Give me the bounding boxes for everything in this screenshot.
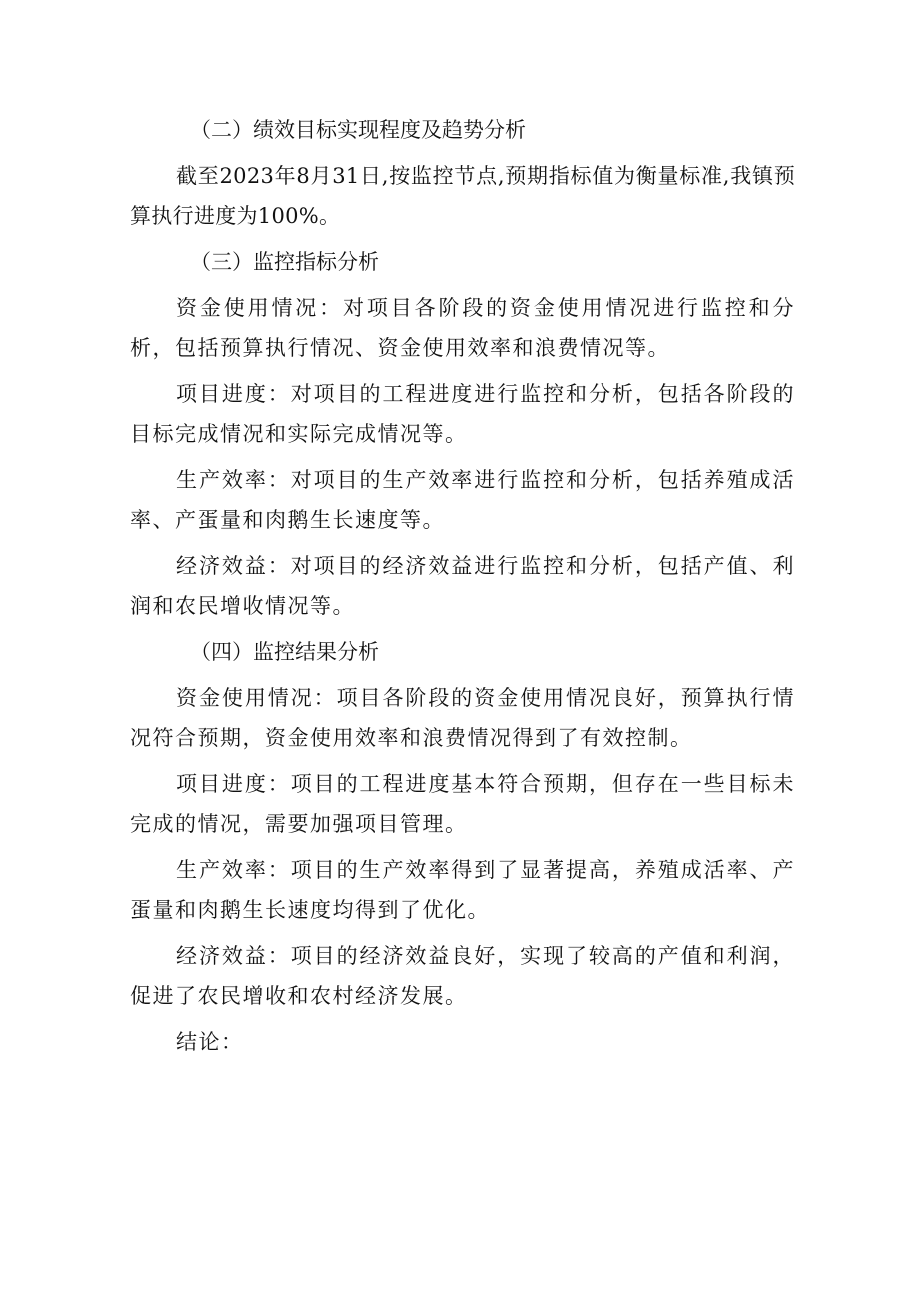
section-4-item-efficiency: 生产效率：项目的生产效率得到了显著提高，养殖成活率、产蛋量和肉鹅生长速度均得到了优化。 xyxy=(130,858,795,922)
section-3-item-benefit: 经济效益：对项目的经济效益进行监控和分析，包括产值、利润和农民增收情况等。 xyxy=(130,554,795,618)
section-2-heading: （二）绩效目标实现程度及趋势分析 xyxy=(190,118,526,142)
conclusion-label: 结论： xyxy=(176,1030,244,1054)
section-4-heading: （四）监控结果分析 xyxy=(190,640,379,664)
section-4-item-funds: 资金使用情况：项目各阶段的资金使用情况良好，预算执行情况符合预期，资金使用效率和浪费情况得到了有效控制。 xyxy=(130,686,795,750)
section-3-item-funds: 资金使用情况：对项目各阶段的资金使用情况进行监控和分析，包括预算执行情况、资金使用效率和浪费情况等。 xyxy=(130,296,795,360)
section-3-item-progress: 项目进度：对项目的工程进度进行监控和分析，包括各阶段的目标完成情况和实际完成情况等。 xyxy=(130,382,795,446)
section-3-heading: （三）监控指标分析 xyxy=(190,250,379,274)
section-3-item-efficiency: 生产效率：对项目的生产效率进行监控和分析，包括养殖成活率、产蛋量和肉鹅生长速度等。 xyxy=(130,468,795,532)
section-4-item-progress: 项目进度：项目的工程进度基本符合预期，但存在一些目标未完成的情况，需要加强项目管理。 xyxy=(130,772,795,836)
document-page xyxy=(130,110,795,1068)
section-2-paragraph: 截至2023年8月31日,按监控节点,预期指标值为衡量标准,我镇预算执行进度为100%。 xyxy=(130,164,795,228)
section-4-item-benefit: 经济效益：项目的经济效益良好，实现了较高的产值和利润，促进了农民增收和农村经济发展。 xyxy=(130,944,795,1008)
